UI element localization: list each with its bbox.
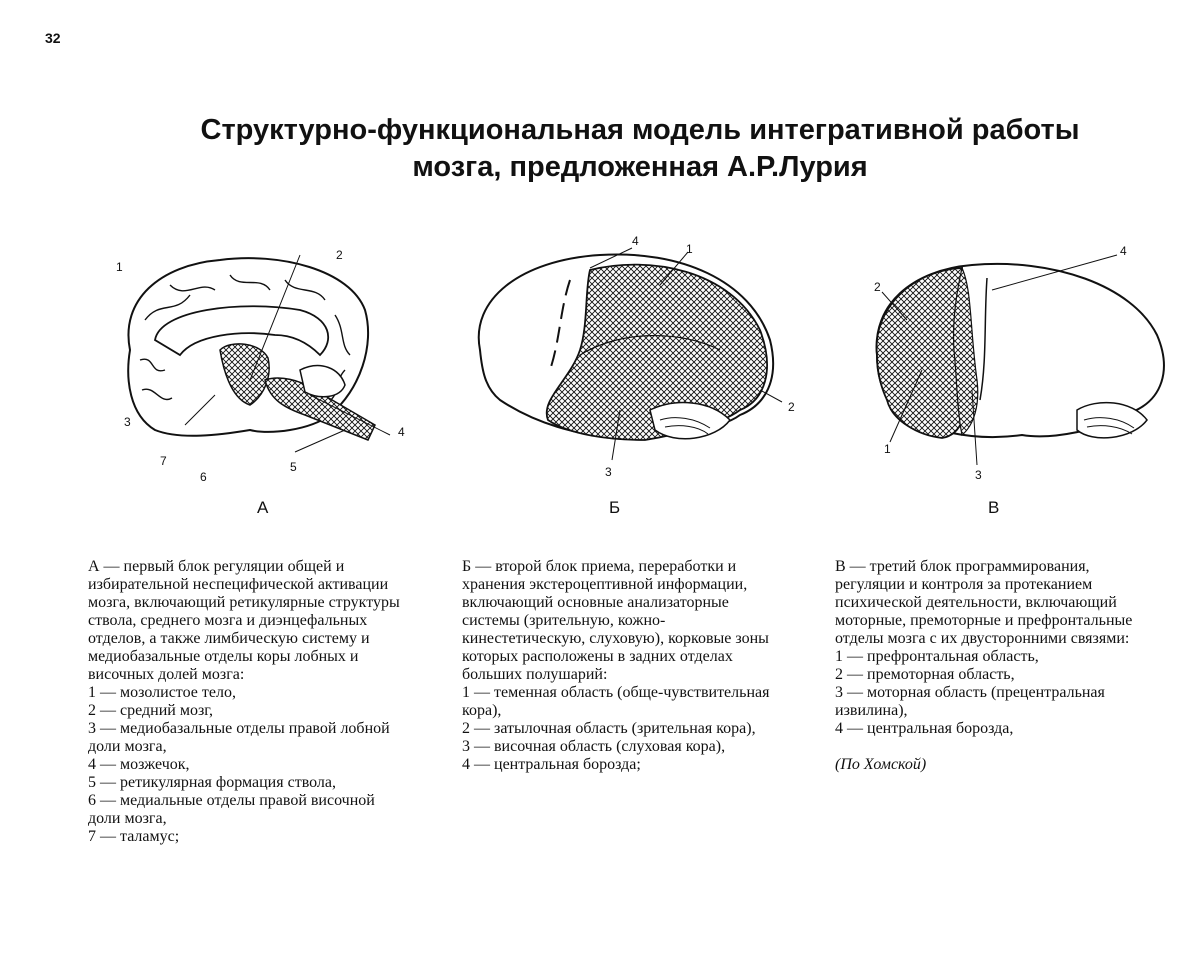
figure-b-number-3: 3 xyxy=(605,465,612,479)
figure-a-number-2: 2 xyxy=(336,248,343,262)
page-title xyxy=(90,112,1190,186)
figure-b-label: Б xyxy=(609,498,621,517)
caption-a-line: 2 — средний мозг, xyxy=(88,702,214,719)
caption-a-line: доли мозга, xyxy=(88,810,167,827)
caption-b-line: 4 — центральная борозда; xyxy=(462,756,641,773)
caption-c-line: регуляции и контроля за протеканием xyxy=(835,576,1093,593)
caption-c-line: извилина), xyxy=(835,702,908,719)
caption-b-line: хранения экстероцептивной информации, xyxy=(462,576,748,593)
figure-a xyxy=(100,230,430,530)
caption-b-line: 2 — затылочная область (зрительная кора), xyxy=(462,720,756,737)
caption-b-line: кинестетическую, слуховую), корковые зоны xyxy=(462,630,769,647)
caption-b-line: системы (зрительную, кожно- xyxy=(462,612,666,629)
caption-a-line: 6 — медиальные отделы правой височной xyxy=(88,792,375,809)
caption-a-line: А — первый блок регуляции общей и xyxy=(88,558,345,575)
brain-medial-section-illustration xyxy=(100,230,430,490)
caption-c xyxy=(835,558,1175,774)
figure-c-label: В xyxy=(988,498,1000,517)
caption-b-line: включающий основные анализаторные xyxy=(462,594,729,611)
caption-b-line: Б — второй блок приема, переработки и xyxy=(462,558,737,575)
figure-c-number-1: 1 xyxy=(884,442,891,456)
caption-b-line: 3 — височная область (слуховая кора), xyxy=(462,738,726,755)
figure-b-number-4: 4 xyxy=(632,234,639,248)
figure-c-number-3: 3 xyxy=(975,468,982,482)
figure-a-label: А xyxy=(257,498,269,517)
caption-a-line: 1 — мозолистое тело, xyxy=(88,684,236,701)
title-line-2: мозга, предложенная А.Р.Лурия xyxy=(412,151,868,183)
figure-c-number-4: 4 xyxy=(1120,244,1127,258)
figure-a-number-3: 3 xyxy=(124,415,131,429)
caption-b-line: больших полушарий: xyxy=(462,666,608,683)
brain-lateral-posterior-illustration xyxy=(460,230,820,490)
caption-c-line: отделы мозга с их двусторонними связями: xyxy=(835,630,1130,647)
caption-a-line: отделов, а также лимбическую систему и xyxy=(88,630,370,647)
caption-c-line: 4 — центральная борозда, xyxy=(835,720,1014,737)
caption-a-line: височных долей мозга: xyxy=(88,666,245,683)
figure-b xyxy=(460,230,820,530)
figure-a-number-7: 7 xyxy=(160,454,167,468)
caption-c-line: моторные, премоторные и префронтальные xyxy=(835,612,1133,629)
title-line-1: Структурно-функциональная модель интегративной работы xyxy=(200,114,1080,146)
caption-a-line: медиобазальные отделы коры лобных и xyxy=(88,648,359,665)
figure-c-number-2: 2 xyxy=(874,280,881,294)
caption-b-line: 1 — теменная область (обще-чувствительная xyxy=(462,684,770,701)
figure-a-number-4: 4 xyxy=(398,425,405,439)
caption-b-line: которых расположены в задних отделах xyxy=(462,648,733,665)
caption-c-line: 3 — моторная область (прецентральная xyxy=(835,684,1105,701)
caption-a-line: 4 — мозжечок, xyxy=(88,756,190,773)
caption-c-line: 1 — префронтальная область, xyxy=(835,648,1039,665)
caption-c-line: 2 — премоторная область, xyxy=(835,666,1015,683)
figure-a-number-6: 6 xyxy=(200,470,207,484)
caption-a-line: 5 — ретикулярная формация ствола, xyxy=(88,774,337,791)
caption-a-line: избирательной неспецифической активации xyxy=(88,576,389,593)
caption-a xyxy=(88,558,443,846)
figure-b-number-1: 1 xyxy=(686,242,693,256)
caption-a-line: 7 — таламус; xyxy=(88,828,180,845)
figure-a-number-5: 5 xyxy=(290,460,297,474)
caption-b xyxy=(462,558,817,774)
caption-a-line: мозга, включающий ретикулярные структуры xyxy=(88,594,400,611)
caption-c-line: психической деятельности, включающий xyxy=(835,594,1117,611)
source-attribution: (По Хомской) xyxy=(835,756,927,773)
figure-a-number-1: 1 xyxy=(116,260,123,274)
caption-a-line: доли мозга, xyxy=(88,738,167,755)
caption-b-line: кора), xyxy=(462,702,502,719)
caption-a-line: 3 — медиобазальные отделы правой лобной xyxy=(88,720,390,737)
brain-lateral-anterior-illustration xyxy=(862,230,1182,490)
page-number: 32 xyxy=(45,30,61,46)
figure-b-number-2: 2 xyxy=(788,400,795,414)
caption-c-line: В — третий блок программирования, xyxy=(835,558,1090,575)
caption-a-line: ствола, среднего мозга и диэнцефальных xyxy=(88,612,368,629)
figure-c xyxy=(862,230,1182,530)
